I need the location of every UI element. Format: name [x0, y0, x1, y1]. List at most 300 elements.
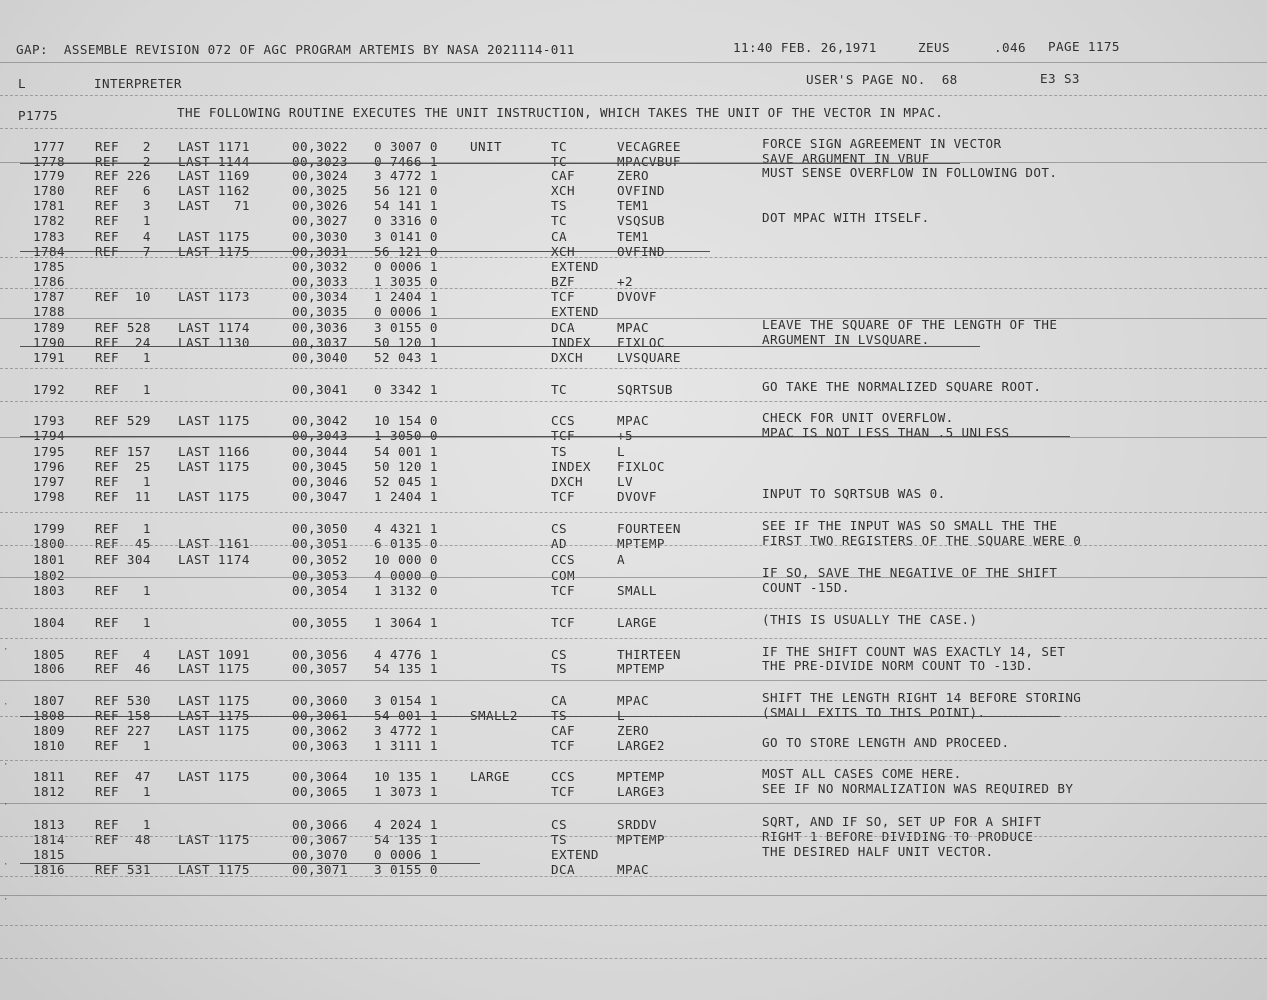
form-line: [0, 925, 1267, 926]
listing-operand: FIXLOC: [617, 459, 665, 474]
listing-addr: 00,3052: [292, 552, 348, 567]
listing-addr: 00,3044: [292, 444, 348, 459]
listing-addr: 00,3041: [292, 382, 348, 397]
listing-op: XCH: [551, 183, 575, 198]
form-line: [0, 368, 1267, 369]
listing-addr: 00,3030: [292, 229, 348, 244]
listing-last: LAST 1175: [178, 693, 250, 708]
listing-operand: LARGE2: [617, 738, 665, 753]
listing-last: LAST 1175: [178, 413, 250, 428]
listing-comment: SAVE ARGUMENT IN VBUF: [762, 151, 930, 166]
listing-op: TCF: [551, 428, 575, 443]
listing-op: TCF: [551, 738, 575, 753]
listing-addr: 00,3050: [292, 521, 348, 536]
listing-ref: REF 304: [95, 552, 151, 567]
form-line: [0, 318, 1267, 319]
listing-word: 54 001 1: [374, 444, 438, 459]
listing-comment: ARGUMENT IN LVSQUARE.: [762, 332, 930, 347]
listing-ref: REF 47: [95, 769, 151, 784]
listing-addr: 00,3040: [292, 350, 348, 365]
listing-label: UNIT: [470, 139, 502, 154]
listing-operand: LARGE3: [617, 784, 665, 799]
listing-addr: 00,3045: [292, 459, 348, 474]
listing-op: TS: [551, 661, 567, 676]
form-line: [0, 876, 1267, 877]
listing-op: EXTEND: [551, 304, 599, 319]
listing-last: LAST 1169: [178, 168, 250, 183]
listing-operand: FOURTEEN: [617, 521, 681, 536]
listing-comment: LEAVE THE SQUARE OF THE LENGTH OF THE: [762, 317, 1058, 332]
listing-num: 1815: [33, 847, 65, 862]
listing-num: 1798: [33, 489, 65, 504]
listing-num: 1780: [33, 183, 65, 198]
margin-mark: ·: [3, 800, 9, 810]
listing-operand: MPTEMP: [617, 536, 665, 551]
listing-num: 1789: [33, 320, 65, 335]
header-col-l: L: [18, 76, 26, 91]
listing-operand: MPAC: [617, 413, 649, 428]
listing-op: DCA: [551, 320, 575, 335]
listing-addr: 00,3022: [292, 139, 348, 154]
listing-word: 50 120 1: [374, 335, 438, 350]
listing-last: LAST 1161: [178, 536, 250, 551]
listing-ref: REF 1: [95, 382, 151, 397]
listing-last: LAST 1174: [178, 320, 250, 335]
listing-operand: MPTEMP: [617, 661, 665, 676]
listing-addr: 00,3027: [292, 213, 348, 228]
listing-word: 6 0135 0: [374, 536, 438, 551]
listing-word: 1 3064 1: [374, 615, 438, 630]
listing-word: 54 001 1: [374, 708, 438, 723]
form-line: [0, 760, 1267, 761]
listing-op: TS: [551, 832, 567, 847]
listing-num: 1801: [33, 552, 65, 567]
listing-word: 52 043 1: [374, 350, 438, 365]
listing-comment: GO TAKE THE NORMALIZED SQUARE ROOT.: [762, 379, 1042, 394]
listing-op: CS: [551, 521, 567, 536]
listing-last: LAST 1175: [178, 708, 250, 723]
listing-addr: 00,3036: [292, 320, 348, 335]
listing-num: 1788: [33, 304, 65, 319]
listing-num: 1792: [33, 382, 65, 397]
listing-last: LAST 1175: [178, 229, 250, 244]
listing-op: TS: [551, 708, 567, 723]
listing-num: 1795: [33, 444, 65, 459]
form-line: [0, 577, 1267, 578]
listing-addr: 00,3065: [292, 784, 348, 799]
listing-ref: REF 48: [95, 832, 151, 847]
listing-op: COM: [551, 568, 575, 583]
header-system: ZEUS: [918, 40, 950, 55]
listing-num: 1797: [33, 474, 65, 489]
listing-num: 1777: [33, 139, 65, 154]
listing-num: 1810: [33, 738, 65, 753]
listing-word: 3 4772 1: [374, 168, 438, 183]
listing-ref: REF 530: [95, 693, 151, 708]
header-title: GAP: ASSEMBLE REVISION 072 OF AGC PROGRAM ARTEMIS BY NASA 2021114-011: [16, 42, 575, 57]
listing-comment: IF THE SHIFT COUNT WAS EXACTLY 14, SET: [762, 644, 1066, 659]
listing-operand: VSQSUB: [617, 213, 665, 228]
listing-ref: REF 1: [95, 350, 151, 365]
listing-op: TC: [551, 139, 567, 154]
listing-word: 0 7466 1: [374, 154, 438, 169]
listing-word: 0 3342 1: [374, 382, 438, 397]
listing-last: LAST 1175: [178, 489, 250, 504]
margin-mark: ·: [3, 860, 9, 870]
listing-operand: ZERO: [617, 168, 649, 183]
listing-ref: REF 1: [95, 213, 151, 228]
listing-word: 0 0006 1: [374, 259, 438, 274]
listing-ref: REF 1: [95, 615, 151, 630]
listing-num: 1806: [33, 661, 65, 676]
listing-addr: 00,3043: [292, 428, 348, 443]
listing-addr: 00,3042: [292, 413, 348, 428]
listing-op: CS: [551, 647, 567, 662]
listing-op: TCF: [551, 489, 575, 504]
listing-num: 1804: [33, 615, 65, 630]
listing-ref: REF 2: [95, 154, 151, 169]
listing-operand: SMALL: [617, 583, 657, 598]
listing-num: 1807: [33, 693, 65, 708]
listing-addr: 00,3047: [292, 489, 348, 504]
listing-ref: REF 1: [95, 583, 151, 598]
listing-operand: LVSQUARE: [617, 350, 681, 365]
listing-operand: MPACVBUF: [617, 154, 681, 169]
listing-addr: 00,3024: [292, 168, 348, 183]
listing-word: 4 2024 1: [374, 817, 438, 832]
listing-operand: SQRTSUB: [617, 382, 673, 397]
listing-word: 56 121 0: [374, 183, 438, 198]
listing-last: LAST 1175: [178, 723, 250, 738]
listing-ref: REF 10: [95, 289, 151, 304]
listing-ref: REF 529: [95, 413, 151, 428]
listing-ref: REF 1: [95, 521, 151, 536]
listing-last: LAST 1091: [178, 647, 250, 662]
listing-addr: 00,3034: [292, 289, 348, 304]
listing-word: 4 0000 0: [374, 568, 438, 583]
listing-op: DXCH: [551, 350, 583, 365]
listing-num: 1785: [33, 259, 65, 274]
listing-word: 54 135 1: [374, 832, 438, 847]
listing-addr: 00,3064: [292, 769, 348, 784]
listing-op: AD: [551, 536, 567, 551]
listing-addr: 00,3056: [292, 647, 348, 662]
listing-comment: GO TO STORE LENGTH AND PROCEED.: [762, 735, 1010, 750]
form-line: [0, 680, 1267, 681]
listing-word: 1 3073 1: [374, 784, 438, 799]
listing-num: 1800: [33, 536, 65, 551]
listing-word: 4 4776 1: [374, 647, 438, 662]
listing-addr: 00,3063: [292, 738, 348, 753]
section-name: INTERPRETER: [94, 76, 182, 91]
listing-comment: SHIFT THE LENGTH RIGHT 14 BEFORE STORING: [762, 690, 1082, 705]
listing-last: LAST 1130: [178, 335, 250, 350]
listing-word: 4 4321 1: [374, 521, 438, 536]
listing-ref: REF 226: [95, 168, 151, 183]
margin-mark: ·: [3, 760, 9, 770]
listing-comment: (THIS IS USUALLY THE CASE.): [762, 612, 978, 627]
form-line: [0, 401, 1267, 402]
listing-ref: REF 158: [95, 708, 151, 723]
listing-operand: DVOVF: [617, 289, 657, 304]
listing-word: 0 3316 0: [374, 213, 438, 228]
overstrike-rule: [20, 251, 710, 252]
listing-op: TCF: [551, 583, 575, 598]
listing-num: 1812: [33, 784, 65, 799]
margin-mark: ·: [3, 895, 9, 905]
listing-op: EXTEND: [551, 259, 599, 274]
listing-ref: REF 157: [95, 444, 151, 459]
listing-op: TS: [551, 444, 567, 459]
listing-comment: RIGHT 1 BEFORE DIVIDING TO PRODUCE: [762, 829, 1034, 844]
listing-num: 1808: [33, 708, 65, 723]
listing-num: 1799: [33, 521, 65, 536]
overstrike-rule: [20, 863, 480, 864]
listing-num: 1784: [33, 244, 65, 259]
listing-operand: A: [617, 552, 625, 567]
listing-num: 1809: [33, 723, 65, 738]
listing-ref: REF 1: [95, 474, 151, 489]
listing-last: LAST 1175: [178, 769, 250, 784]
listing-op: XCH: [551, 244, 575, 259]
listing-operand: TEM1: [617, 198, 649, 213]
form-line: [0, 437, 1267, 438]
form-line: [0, 512, 1267, 513]
listing-last: LAST 1175: [178, 661, 250, 676]
listing-addr: 00,3062: [292, 723, 348, 738]
listing-word: 3 0141 0: [374, 229, 438, 244]
listing-addr: 00,3057: [292, 661, 348, 676]
listing-num: 1814: [33, 832, 65, 847]
listing-operand: LARGE: [617, 615, 657, 630]
listing-comment: FORCE SIGN AGREEMENT IN VECTOR: [762, 136, 1002, 151]
listing-last: LAST 1174: [178, 552, 250, 567]
listing-comment: THE DESIRED HALF UNIT VECTOR.: [762, 844, 994, 859]
listing-last: LAST 1144: [178, 154, 250, 169]
listing-ref: REF 1: [95, 784, 151, 799]
form-line: [0, 545, 1267, 546]
listing-addr: 00,3061: [292, 708, 348, 723]
listing-ref: REF 4: [95, 229, 151, 244]
listing-addr: 00,3031: [292, 244, 348, 259]
listing-word: 10 000 0: [374, 552, 438, 567]
listing-operand: ZERO: [617, 723, 649, 738]
overstrike-rule: [20, 436, 1070, 437]
listing-addr: 00,3037: [292, 335, 348, 350]
listing-word: 54 141 1: [374, 198, 438, 213]
listing-ref: REF 3: [95, 198, 151, 213]
overstrike-rule: [20, 716, 1060, 717]
listing-operand: MPAC: [617, 320, 649, 335]
listing-op: DXCH: [551, 474, 583, 489]
listing-num: 1805: [33, 647, 65, 662]
listing-addr: 00,3051: [292, 536, 348, 551]
listing-op: TCF: [551, 784, 575, 799]
listing-comment: SQRT, AND IF SO, SET UP FOR A SHIFT: [762, 814, 1042, 829]
listing-addr: 00,3070: [292, 847, 348, 862]
listing-addr: 00,3055: [292, 615, 348, 630]
listing-operand: FIXLOC: [617, 335, 665, 350]
listing-op: TCF: [551, 615, 575, 630]
listing-word: 0 3007 0: [374, 139, 438, 154]
listing-num: 1779: [33, 168, 65, 183]
form-line: [0, 288, 1267, 289]
listing-word: 10 154 0: [374, 413, 438, 428]
listing-operand: OVFIND: [617, 183, 665, 198]
listing-ref: REF 531: [95, 862, 151, 877]
listing-ref: REF 4: [95, 647, 151, 662]
users-page: USER'S PAGE NO. 68: [806, 72, 958, 87]
listing-word: 3 0155 0: [374, 320, 438, 335]
listing-comment: SEE IF THE INPUT WAS SO SMALL THE THE: [762, 518, 1058, 533]
listing-addr: 00,3053: [292, 568, 348, 583]
listing-last: LAST 1175: [178, 832, 250, 847]
routine-description: THE FOLLOWING ROUTINE EXECUTES THE UNIT INSTRUCTION, WHICH TAKES THE UNIT OF THE VECTOR IN MPAC.: [177, 105, 944, 120]
margin-mark: ·: [3, 645, 9, 655]
header-code: .046: [994, 40, 1026, 55]
listing-num: 1811: [33, 769, 65, 784]
listing-op: TCF: [551, 289, 575, 304]
listing-ref: REF 11: [95, 489, 151, 504]
listing-operand: DVOVF: [617, 489, 657, 504]
form-line: [0, 836, 1267, 837]
listing-operand: +2: [617, 274, 633, 289]
listing-word: 3 0154 1: [374, 693, 438, 708]
listing-ref: REF 25: [95, 459, 151, 474]
listing-comment: MPAC IS NOT LESS THAN .5 UNLESS: [762, 425, 1010, 440]
listing-word: 10 135 1: [374, 769, 438, 784]
page-ref: P1775: [18, 108, 58, 123]
listing-comment: MUST SENSE OVERFLOW IN FOLLOWING DOT.: [762, 165, 1058, 180]
listing-ref: REF 45: [95, 536, 151, 551]
header-time: 11:40 FEB. 26,1971: [733, 40, 877, 55]
listing-comment: INPUT TO SQRTSUB WAS 0.: [762, 486, 946, 501]
listing-operand: OVFIND: [617, 244, 665, 259]
listing-num: 1783: [33, 229, 65, 244]
listing-operand: LV: [617, 474, 633, 489]
listing-word: 56 121 0: [374, 244, 438, 259]
listing-num: 1782: [33, 213, 65, 228]
listing-last: LAST 1166: [178, 444, 250, 459]
listing-num: 1778: [33, 154, 65, 169]
overstrike-rule: [20, 346, 980, 347]
listing-word: 1 2404 1: [374, 489, 438, 504]
listing-op: TC: [551, 154, 567, 169]
listing-operand: MPAC: [617, 862, 649, 877]
listing-last: LAST 1175: [178, 244, 250, 259]
listing-num: 1791: [33, 350, 65, 365]
listing-operand: SRDDV: [617, 817, 657, 832]
listing-ref: REF 6: [95, 183, 151, 198]
listing-addr: 00,3032: [292, 259, 348, 274]
form-line: [0, 95, 1267, 96]
listing-op: CS: [551, 817, 567, 832]
listing-ref: REF 1: [95, 738, 151, 753]
header-page: PAGE 1175: [1048, 39, 1120, 54]
listing-num: 1803: [33, 583, 65, 598]
listing-addr: 00,3025: [292, 183, 348, 198]
form-line: [0, 958, 1267, 959]
listing-op: TS: [551, 198, 567, 213]
listing-operand: L: [617, 708, 625, 723]
listing-comment: MOST ALL CASES COME HERE.: [762, 766, 962, 781]
listing-word: 3 0155 0: [374, 862, 438, 877]
listing-word: 54 135 1: [374, 661, 438, 676]
listing-comment: (SMALL EXITS TO THIS POINT).: [762, 705, 986, 720]
listing-addr: 00,3060: [292, 693, 348, 708]
listing-op: EXTEND: [551, 847, 599, 862]
listing-operand: VECAGREE: [617, 139, 681, 154]
listing-num: 1796: [33, 459, 65, 474]
listing-addr: 00,3033: [292, 274, 348, 289]
listing-word: 0 0006 1: [374, 304, 438, 319]
listing-num: 1781: [33, 198, 65, 213]
listing-operand: MPAC: [617, 693, 649, 708]
listing-num: 1794: [33, 428, 65, 443]
listing-num: 1786: [33, 274, 65, 289]
listing-last: LAST 71: [178, 198, 250, 213]
listing-word: 1 3111 1: [374, 738, 438, 753]
listing-op: TC: [551, 382, 567, 397]
listing-ref: REF 2: [95, 139, 151, 154]
listing-op: INDEX: [551, 459, 591, 474]
listing-word: 0 0006 1: [374, 847, 438, 862]
listing-comment: DOT MPAC WITH ITSELF.: [762, 210, 930, 225]
listing-word: 1 3035 0: [374, 274, 438, 289]
listing-ref: REF 24: [95, 335, 151, 350]
listing-operand: TEM1: [617, 229, 649, 244]
listing-label: SMALL2: [470, 708, 518, 723]
listing-addr: 00,3035: [292, 304, 348, 319]
listing-operand: +5: [617, 428, 633, 443]
listing-ref: REF 227: [95, 723, 151, 738]
listing-comment: IF SO, SAVE THE NEGATIVE OF THE SHIFT: [762, 565, 1058, 580]
listing-op: CA: [551, 229, 567, 244]
form-line: [0, 803, 1267, 804]
listing-word: 3 4772 1: [374, 723, 438, 738]
listing-num: 1802: [33, 568, 65, 583]
listing-comment: COUNT -15D.: [762, 580, 850, 595]
form-line: [0, 62, 1267, 63]
listing-num: 1790: [33, 335, 65, 350]
listing-ref: REF 1: [95, 817, 151, 832]
listing-operand: L: [617, 444, 625, 459]
listing-op: CA: [551, 693, 567, 708]
listing-comment: SEE IF NO NORMALIZATION WAS REQUIRED BY: [762, 781, 1074, 796]
margin-mark: ·: [3, 700, 9, 710]
listing-num: 1813: [33, 817, 65, 832]
listing-operand: MPTEMP: [617, 769, 665, 784]
listing-addr: 00,3046: [292, 474, 348, 489]
listing-addr: 00,3066: [292, 817, 348, 832]
listing-addr: 00,3054: [292, 583, 348, 598]
listing-ref: REF 7: [95, 244, 151, 259]
listing-last: LAST 1171: [178, 139, 250, 154]
listing-last: LAST 1173: [178, 289, 250, 304]
listing-comment: FIRST TWO REGISTERS OF THE SQUARE WERE 0: [762, 533, 1082, 548]
listing-addr: 00,3067: [292, 832, 348, 847]
listing-ref: REF 528: [95, 320, 151, 335]
sheet-code: E3 S3: [1040, 71, 1080, 86]
listing-addr: 00,3023: [292, 154, 348, 169]
listing-operand: THIRTEEN: [617, 647, 681, 662]
listing-word: 1 3050 0: [374, 428, 438, 443]
listing-last: LAST 1175: [178, 862, 250, 877]
listing-last: LAST 1175: [178, 459, 250, 474]
form-line: [0, 257, 1267, 258]
listing-addr: 00,3071: [292, 862, 348, 877]
listing-comment: CHECK FOR UNIT OVERFLOW.: [762, 410, 954, 425]
